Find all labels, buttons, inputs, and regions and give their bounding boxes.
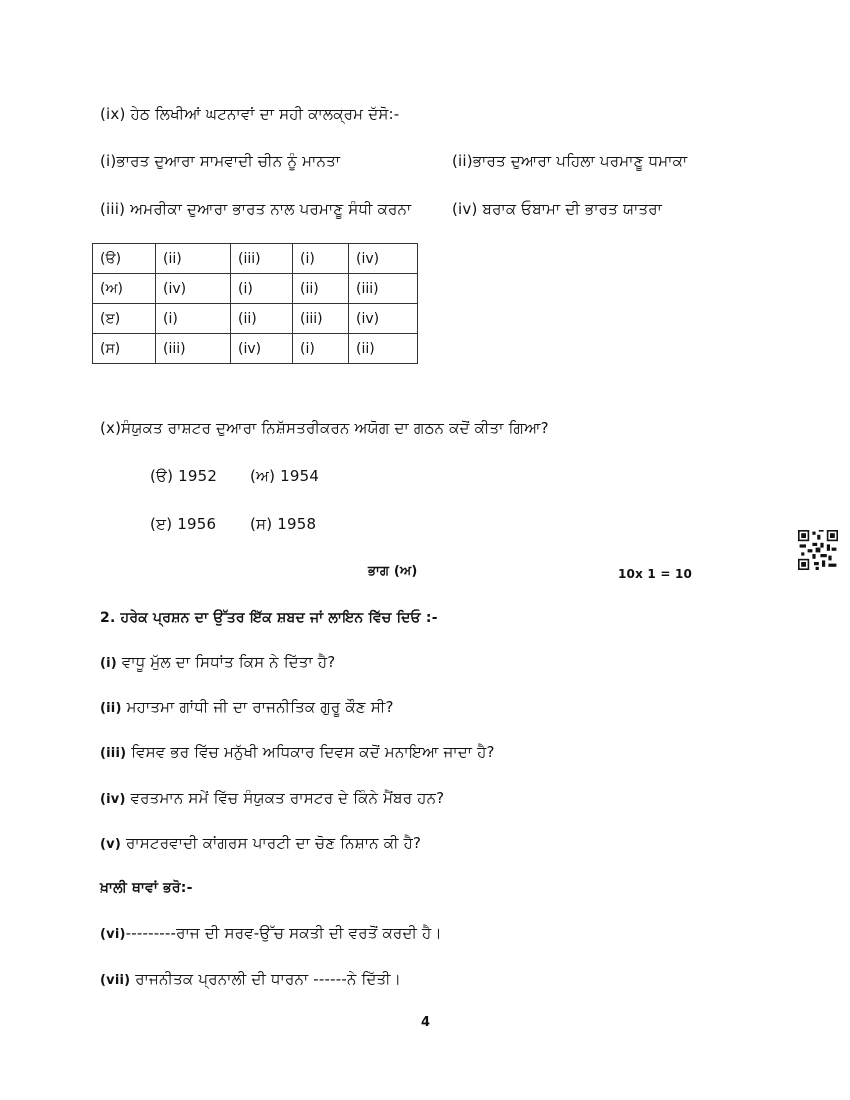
table-cell: (ਸ) bbox=[93, 334, 156, 364]
list-item bbox=[100, 742, 495, 764]
table-cell: (i) bbox=[156, 304, 231, 334]
item-text: ਵਾਧੂ ਮੁੱਲ ਦਾ ਸਿਧਾਂਤ ਕਿਸ ਨੇ ਦਿੱਤਾ ਹੈ? bbox=[121, 653, 336, 671]
list-item bbox=[100, 652, 335, 674]
table-row bbox=[93, 244, 418, 274]
table-cell: (iii) bbox=[349, 274, 418, 304]
section-marks: 10x 1 = 10 bbox=[618, 567, 693, 581]
table-cell: (ii) bbox=[293, 274, 349, 304]
table-cell: (ੲ) bbox=[93, 304, 156, 334]
event-iv: (iv) ਬਰਾਕ ਓਬਾਮਾ ਦੀ ਭਾਰਤ ਯਾਤਰਾ bbox=[452, 200, 663, 218]
table-row bbox=[93, 274, 418, 304]
table-cell: (iv) bbox=[231, 334, 293, 364]
table-row bbox=[93, 304, 418, 334]
item-number: (iv) bbox=[100, 792, 126, 807]
table-cell: (i) bbox=[231, 274, 293, 304]
item-text: ---------ਰਾਜ ਦੀ ਸਰਵ-ਉੱਚ ਸਕਤੀ ਦੀ ਵਰਤੋਂ ਕਰਦੀ ਹੈ। bbox=[125, 924, 442, 942]
event-ii: (ii)ਭਾਰਤ ਦੁਆਰਾ ਪਹਿਲਾ ਪਰਮਾਣੂ ਧਮਾਕਾ bbox=[452, 152, 688, 170]
option-b: (ਅ) 1954 bbox=[250, 467, 320, 485]
table-cell: (iii) bbox=[231, 244, 293, 274]
section-title: ਭਾਗ (ਅ) bbox=[368, 564, 418, 579]
item-text: ਰਾਸਟਰਵਾਦੀ ਕਾਂਗਰਸ ਪਾਰਟੀ ਦਾ ਚੋਣ ਨਿਸ਼ਾਨ ਕੀ ਹੈ? bbox=[125, 834, 422, 852]
item-number: (i) bbox=[100, 656, 117, 671]
list-item bbox=[100, 969, 401, 991]
page-number: 4 bbox=[421, 1015, 431, 1030]
list-item bbox=[100, 923, 442, 945]
table-cell: (iv) bbox=[349, 304, 418, 334]
item-text: ਵਿਸਵ ਭਰ ਵਿੱਚ ਮਨੁੱਖੀ ਅਧਿਕਾਰ ਦਿਵਸ ਕਦੋਂ ਮਨਾਇਆ ਜਾਦਾ ਹੈ? bbox=[131, 743, 495, 761]
event-i: (i)ਭਾਰਤ ਦੁਆਰਾ ਸਾਮਵਾਦੀ ਚੀਨ ਨੂੰ ਮਾਨਤਾ bbox=[100, 152, 341, 170]
question-ix: (ix) ਹੇਠ ਲਿਖੀਆਂ ਘਟਨਾਵਾਂ ਦਾ ਸਹੀ ਕਾਲਕ੍ਰਮ ਦੱਸੋ:- bbox=[100, 105, 400, 123]
option-c: (ੲ) 1956 bbox=[150, 515, 217, 533]
item-text: ਮਹਾਤਮਾ ਗਾਂਧੀ ਜੀ ਦਾ ਰਾਜਨੀਤਿਕ ਗੁਰੂ ਕੌਣ ਸੀ? bbox=[126, 698, 394, 716]
item-number: (v) bbox=[100, 837, 121, 852]
item-number: (ii) bbox=[100, 701, 122, 716]
table-cell: (ਅ) bbox=[93, 274, 156, 304]
table-cell: (iii) bbox=[156, 334, 231, 364]
table-cell: (iv) bbox=[156, 274, 231, 304]
option-d: (ਸ) 1958 bbox=[250, 515, 317, 533]
item-number: (vi) bbox=[100, 927, 126, 942]
list-item bbox=[100, 833, 421, 855]
qr-code-icon bbox=[798, 530, 838, 570]
question-2-heading: 2. ਹਰੇਕ ਪ੍ਰਸ਼ਨ ਦਾ ਉੱਤਰ ਇੱਕ ਸ਼ਬਦ ਜਾਂ ਲਾਇਨ ਵਿੱਚ ਦਿਓ :- bbox=[100, 610, 438, 626]
table-row bbox=[93, 334, 418, 364]
list-item bbox=[100, 697, 394, 719]
table-cell: (iii) bbox=[293, 304, 349, 334]
table-cell: (ii) bbox=[231, 304, 293, 334]
table-cell: (ii) bbox=[156, 244, 231, 274]
table-cell: (ii) bbox=[349, 334, 418, 364]
table-cell: (ੳ) bbox=[93, 244, 156, 274]
table-cell: (iv) bbox=[349, 244, 418, 274]
fill-blanks-heading: ਖ਼ਾਲੀ ਥਾਵਾਂ ਭਰੋ:- bbox=[100, 880, 193, 896]
table-cell: (i) bbox=[293, 334, 349, 364]
item-text: ਵਰਤਮਾਨ ਸਮੇਂ ਵਿੱਚ ਸੰਯੁਕਤ ਰਾਸਟਰ ਦੇ ਕਿੰਨੇ ਮੈਂਬਰ ਹਨ? bbox=[130, 789, 445, 807]
list-item bbox=[100, 788, 444, 810]
option-a: (ੳ) 1952 bbox=[150, 467, 218, 485]
item-number: (vii) bbox=[100, 973, 131, 988]
question-x: (x)ਸੰਯੁਕਤ ਰਾਸ਼ਟਰ ਦੁਆਰਾ ਨਿਸ਼ੱਸਤਰੀਕਰਨ ਅਯੋਗ ਦਾ ਗਠਨ ਕਦੋਂ ਕੀਤਾ ਗਿਆ? bbox=[100, 419, 549, 437]
item-text: ਰਾਜਨੀਤਕ ਪ੍ਰਨਾਲੀ ਦੀ ਧਾਰਨਾ ------ਨੇ ਦਿੱਤੀ। bbox=[130, 970, 402, 988]
chronology-options-table bbox=[92, 243, 418, 364]
table-cell: (i) bbox=[293, 244, 349, 274]
item-number: (iii) bbox=[100, 746, 127, 761]
event-iii: (iii) ਅਮਰੀਕਾ ਦੁਆਰਾ ਭਾਰਤ ਨਾਲ ਪਰਮਾਣੂ ਸੰਧੀ ਕਰਨਾ bbox=[100, 200, 412, 218]
